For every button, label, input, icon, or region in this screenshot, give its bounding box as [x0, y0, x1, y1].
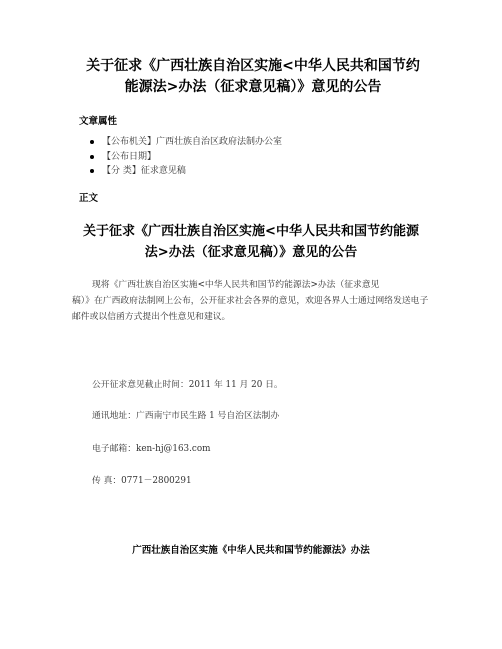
body-title-line2: 法>办法（征求意见稿）》意见的公告 — [144, 245, 358, 260]
attributes-list — [90, 135, 282, 179]
email-text: 电子邮箱：ken-hj@163.com — [92, 444, 211, 454]
intro-paragraph-rest: 稿）》在广西政府法制网上公布，公开征求社会各界的意见，欢迎各界人士通过网络发送电子邮件或以信函方式提出个性意见和建议。 — [72, 296, 429, 322]
attribute-item — [90, 164, 282, 179]
attribute-text: 【分 类】征求意见稿 — [102, 166, 186, 176]
attribute-item — [90, 150, 282, 165]
document-title-line1: 关于征求《广西壮族自治区实施<中华人民共和国节约 — [86, 58, 420, 74]
bullet-icon — [90, 140, 94, 144]
bullet-icon — [90, 155, 94, 159]
regulation-subtitle: 广西壮族自治区实施《中华人民共和国节约能源法》办法 — [132, 545, 370, 556]
attribute-text: 【公布日期】 — [102, 151, 157, 162]
intro-paragraph-line1: 现将《广西壮族自治区实施<中华人民共和国节约能源法>办法（征求意见 — [92, 280, 380, 290]
intro-paragraph — [72, 277, 434, 325]
body-heading: 正文 — [79, 193, 99, 204]
attributes-heading: 文章属性 — [79, 116, 118, 127]
bullet-icon — [90, 169, 94, 173]
document-title — [66, 56, 440, 98]
attribute-item — [90, 135, 282, 150]
document-title-line2: 能源法>办法（征求意见稿）》意见的公告 — [124, 79, 382, 95]
body-title-line1: 关于征求《广西壮族自治区实施<中华人民共和国节约能源 — [83, 224, 419, 239]
body-title — [60, 221, 442, 263]
deadline-text: 公开征求意见截止时间：2011 年 11 月 20 日。 — [92, 380, 283, 390]
fax-text: 传 真：0771－2800291 — [92, 476, 192, 486]
attribute-text: 【公布机关】广西壮族自治区政府法制办公室 — [102, 137, 283, 147]
address-text: 通讯地址：广西南宁市民生路 1 号自治区法制办 — [92, 411, 280, 421]
